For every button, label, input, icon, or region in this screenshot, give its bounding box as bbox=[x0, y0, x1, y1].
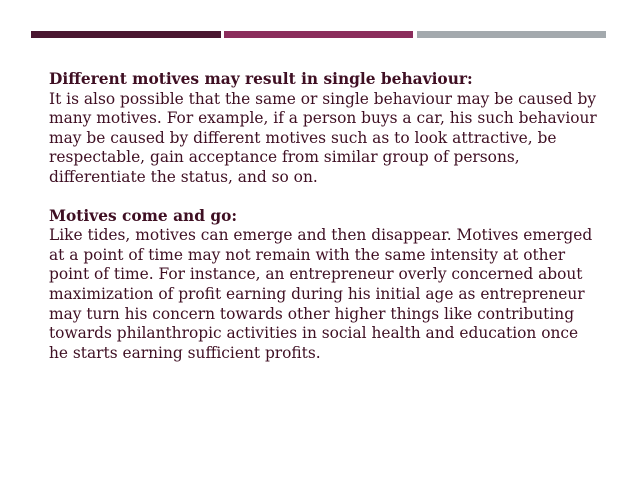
accent-bar-gray bbox=[417, 31, 606, 38]
accent-bar-dark bbox=[31, 31, 221, 38]
accent-bar-magenta bbox=[224, 31, 413, 38]
section-motives-come-and-go bbox=[49, 207, 601, 364]
section-body: It is also possible that the same or single behaviour may be caused by many motives. For example, if a person buys a car, his such behaviour may be caused by different motives such as to look attractive, be respectable, gain acceptance from similar group of persons, differentiate the status, and so on. bbox=[49, 89, 597, 186]
slide-content bbox=[49, 70, 601, 363]
section-single-behaviour bbox=[49, 70, 601, 188]
top-accent-bars bbox=[31, 31, 606, 38]
section-heading: Different motives may result in single behaviour: bbox=[49, 70, 473, 88]
section-heading: Motives come and go: bbox=[49, 206, 238, 225]
section-body: Like tides, motives can emerge and then disappear. Motives emerged at a point of time may not remain with the same intensity at other point of time. For instance, an entrepreneur overly concerned about maximization of profit earning during his initial age as entrepreneur may turn his concern towards other higher things like contributing towards philanthropic activities in social health and education once he starts earning sufficient profits. bbox=[49, 226, 593, 362]
